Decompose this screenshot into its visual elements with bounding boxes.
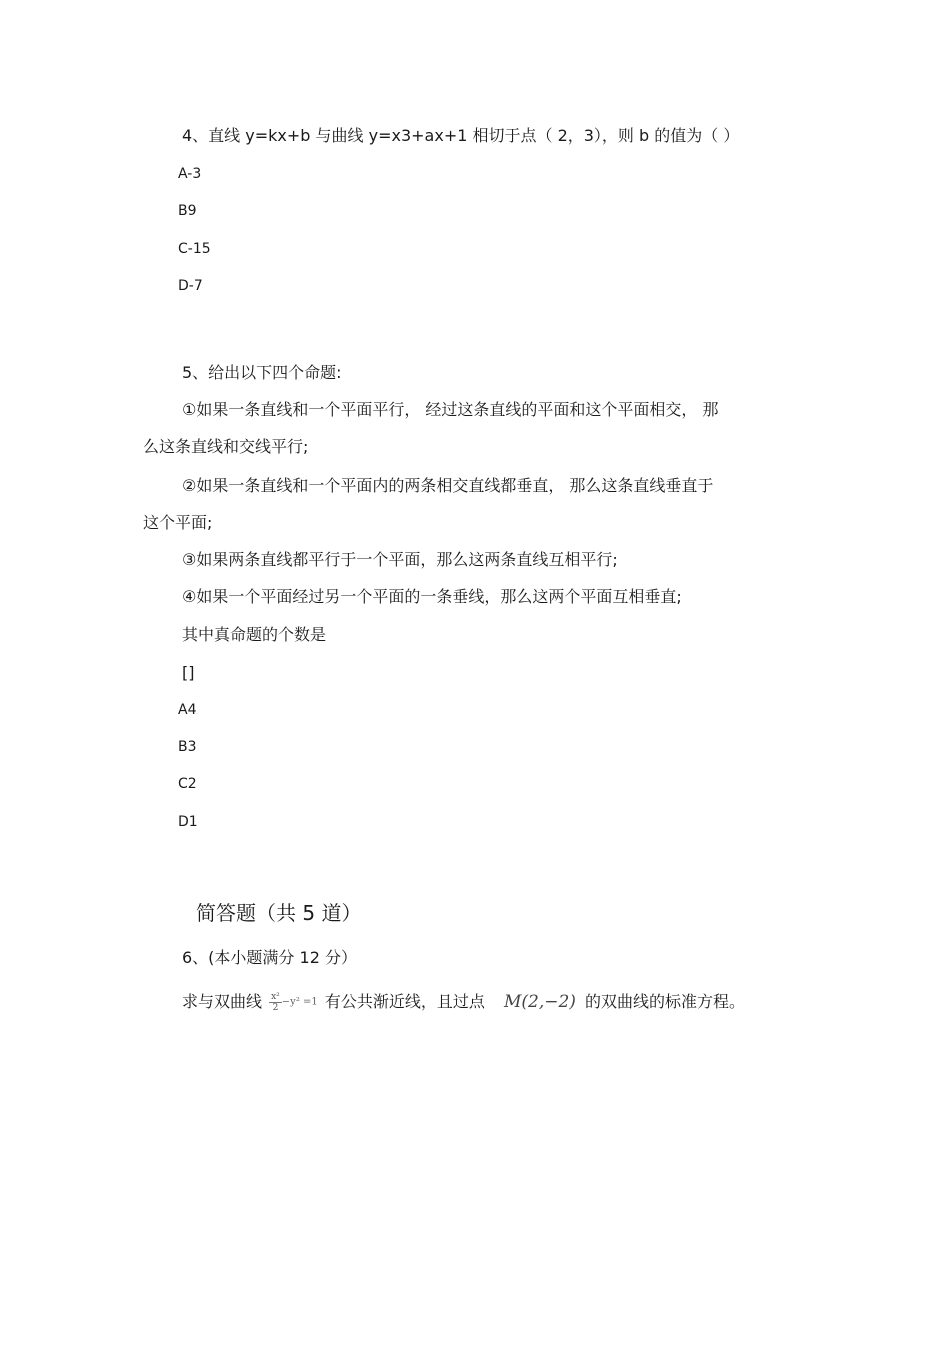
equation-rest: −y² =1 [281,996,318,1008]
q5-proposition-3: ③如果两条直线都平行于一个平面，那么这两条直线互相平行; [182,550,618,569]
q4-option-b: B9 [178,203,197,219]
q5-proposition-2-line-2: 这个平面; [143,513,213,532]
q5-proposition-1-line-1: ①如果一条直线和一个平面平行， 经过这条直线的平面和这个平面相交， 那 [182,400,719,419]
q5-proposition-4: ④如果一个平面经过另一个平面的一条垂线，那么这两个平面互相垂直; [182,587,682,606]
q5-stem: 5、给出以下四个命题: [182,363,342,382]
point-m: M(2,−2) [503,992,576,1012]
q6-text-middle: 有公共渐近线，且过点 [324,992,485,1011]
q6-text-after: 的双曲线的标准方程。 [585,992,746,1011]
q4-option-c: C-15 [178,241,211,257]
section-title: 简答题（共 5 道） [196,901,362,925]
q5-option-b: B3 [178,739,197,755]
q6-header: 6、(本小题满分 12 分） [182,948,357,967]
q4-option-d: D-7 [178,278,203,294]
q5-proposition-1-line-2: 么这条直线和交线平行; [143,437,309,456]
hyperbola-equation [269,992,323,1011]
equation-denominator: 2 [272,1003,279,1013]
q4-stem: 4、直线 y=kx+b 与曲线 y=x3+ax+1 相切于点（ 2，3），则 b 的值为（ ） [182,126,740,145]
q5-answer-bracket: [] [182,663,195,682]
q5-proposition-2-line-1: ②如果一条直线和一个平面内的两条相交直线都垂直， 那么这条直线垂直于 [182,476,714,495]
q5-option-a: A4 [178,702,197,718]
equation-fraction [269,992,282,1013]
q6-text-before: 求与双曲线 [182,992,263,1011]
q4-option-a: A-3 [178,166,202,182]
q6-text [182,992,745,1013]
q5-option-d: D1 [178,814,198,830]
q5-option-c: C2 [178,776,197,792]
equation-numerator: x² [271,992,280,1002]
q5-question: 其中真命题的个数是 [182,625,327,644]
